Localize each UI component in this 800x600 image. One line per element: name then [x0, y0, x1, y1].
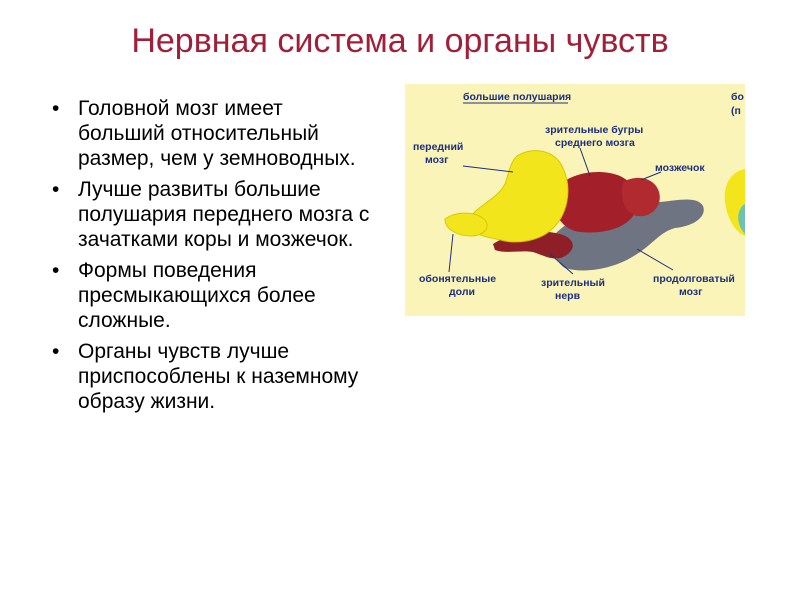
bullet-list — [52, 96, 372, 420]
label-optic-1: зрительный — [541, 277, 605, 289]
bullet-text: Лучше развиты большие полушария переднего мозга с зачатками коры и мозжечок. — [78, 178, 370, 251]
list-item — [52, 177, 372, 252]
label-forebrain-2: мозг — [425, 154, 449, 166]
list-item — [52, 96, 372, 171]
list-item — [52, 258, 372, 333]
label-forebrain-1: передний — [413, 141, 464, 153]
label-cut-1: бо — [731, 91, 744, 103]
list-item — [52, 339, 372, 414]
bullet-icon: • — [52, 259, 60, 282]
brain-diagram-svg — [405, 84, 745, 316]
bullet-icon: • — [52, 97, 60, 120]
label-thalamus-1: зрительные бугры — [545, 124, 644, 136]
bullet-text: Головной мозг имеет больший относительный размер, чем у земноводных. — [78, 97, 356, 170]
bullet-icon: • — [52, 178, 60, 201]
bullet-text: Формы поведения пресмыкающихся более сложные. — [78, 259, 316, 332]
label-hemispheres: большие полушария — [463, 91, 572, 103]
bullet-text: Органы чувств лучше приспособлены к наземному образу жизни. — [78, 340, 359, 413]
brain-diagram — [405, 84, 745, 316]
bullet-icon: • — [52, 340, 60, 363]
label-olfactory-1: обонятельные — [419, 273, 497, 285]
label-medulla-2: мозг — [679, 286, 703, 298]
label-cut-2: (п — [731, 105, 741, 117]
page-title: Нервная система и органы чувств — [131, 22, 669, 60]
label-optic-2: нерв — [555, 290, 581, 302]
label-thalamus-2: среднего мозга — [555, 137, 635, 149]
label-medulla-1: продолговатый — [653, 273, 735, 285]
label-olfactory-2: доли — [449, 286, 475, 298]
label-cerebellum: мозжечок — [655, 162, 705, 174]
